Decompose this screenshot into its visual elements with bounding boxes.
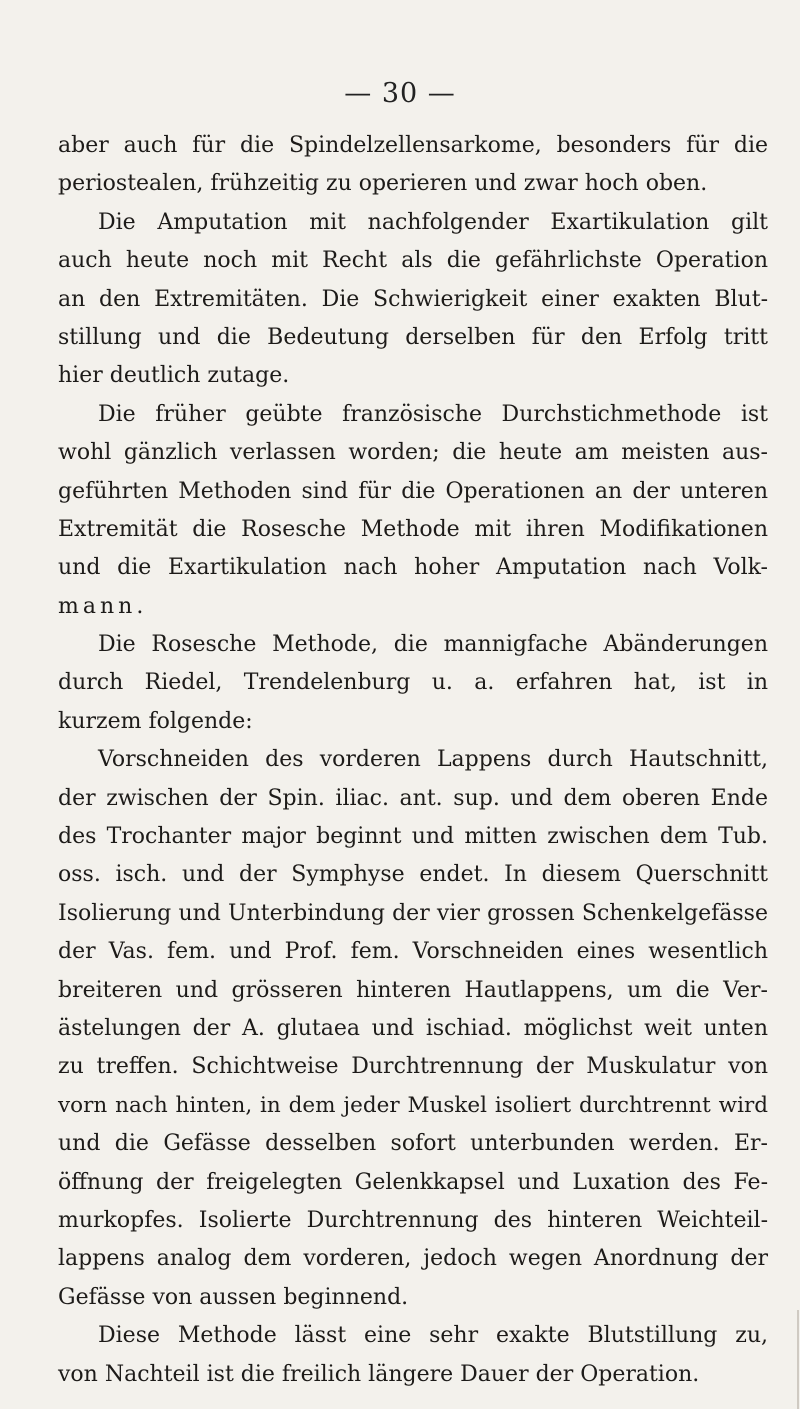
body-text xyxy=(58,127,768,1394)
text-line: mann. xyxy=(58,593,148,619)
text-line: kurzem folgende: xyxy=(58,708,253,734)
text-line: vorn nach hinten, in dem jeder Muskel isoliert durchtrennt wird xyxy=(58,1092,768,1118)
page-number: — 30 — xyxy=(344,78,456,109)
text-line: des Trochanter major beginnt und mitten zwischen dem Tub. xyxy=(58,824,768,850)
text-line: murkopfes. Isolierte Durchtrennung des hinteren Weichteil- xyxy=(58,1207,768,1233)
text-line: aber auch für die Spindelzellensarkome, besonders für die xyxy=(58,133,768,158)
text-line: Vorschneiden des vorderen Lappens durch Hautschnitt, xyxy=(98,747,768,773)
text-line: Diese Methode lässt eine sehr exakte Blutstillung zu, xyxy=(98,1323,768,1349)
text-line: periostealen, frühzeitig zu operieren und zwar hoch oben. xyxy=(58,171,708,197)
text-line: und die Gefässe desselben sofort unterbunden werden. Er- xyxy=(58,1131,768,1157)
text-line: der Vas. fem. und Prof. fem. Vorschneiden eines wesentlich xyxy=(58,939,768,965)
text-line: durch Riedel, Trendelenburg u. a. erfahren hat, ist in xyxy=(58,670,768,696)
text-line: Isolierung und Unterbindung der vier grossen Schenkelgefässe xyxy=(58,900,768,926)
text-line: lappens analog dem vorderen, jedoch wegen Anordnung der xyxy=(58,1246,768,1272)
text-line: der zwischen der Spin. iliac. ant. sup. und dem oberen Ende xyxy=(58,785,768,811)
text-line: Gefässe von aussen beginnend. xyxy=(58,1284,409,1310)
text-line: zu treffen. Schichtweise Durchtrennung der Muskulatur von xyxy=(58,1054,768,1080)
text-line: Extremität die Rosesche Methode mit ihren Modifikationen xyxy=(58,516,768,542)
text-line: ästelungen der A. glutaea und ischiad. möglichst weit unten xyxy=(58,1015,768,1041)
text-line: Die Rosesche Methode, die mannigfache Abänderungen xyxy=(98,632,768,658)
text-line: Die Amputation mit nachfolgender Exartikulation gilt xyxy=(98,209,768,235)
page-edge-shadow xyxy=(797,1310,799,1409)
text-line: Die früher geübte französische Durchstichmethode ist xyxy=(98,401,768,427)
text-line: geführten Methoden sind für die Operationen an der unteren xyxy=(58,478,768,504)
text-line: auch heute noch mit Recht als die gefährlichste Operation xyxy=(58,248,768,274)
text-line: oss. isch. und der Symphyse endet. In diesem Querschnitt xyxy=(58,862,768,888)
text-line: und die Exartikulation nach hoher Amputation nach Volk- xyxy=(58,555,768,581)
text-line: an den Extremitäten. Die Schwierigkeit einer exakten Blut- xyxy=(58,286,768,312)
text-line: von Nachteil ist die freilich längere Dauer der Operation. xyxy=(58,1361,700,1387)
text-line: breiteren und grösseren hinteren Hautlappens, um die Ver- xyxy=(58,977,768,1003)
text-line: öffnung der freigelegten Gelenkkapsel und Luxation des Fe- xyxy=(58,1169,768,1195)
text-line: wohl gänzlich verlassen worden; die heute am meisten aus- xyxy=(58,440,768,466)
text-line: hier deutlich zutage. xyxy=(58,363,290,389)
text-line: stillung und die Bedeutung derselben für den Erfolg tritt xyxy=(58,324,768,350)
